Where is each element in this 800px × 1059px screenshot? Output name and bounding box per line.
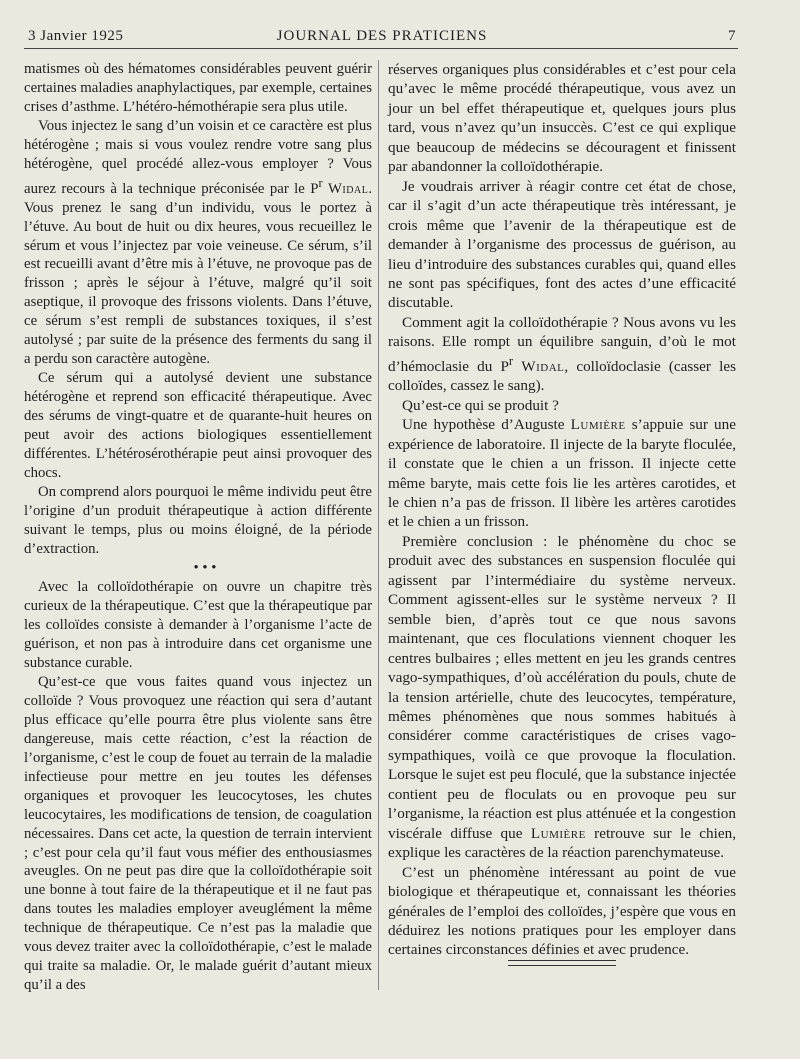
issue-date: 3 Janvier 1925: [28, 28, 124, 44]
left-column: [24, 60, 372, 995]
page-number: 7: [728, 28, 736, 44]
paragraph: On comprend alors pourquoi le même individu peut être l’origine d’un produit thérapeutique à action différente suivant le temps, plus ou moins éloigné, de la période d’extraction.: [24, 483, 372, 557]
author-name: Lumière: [530, 824, 586, 842]
paragraph: Qu’est-ce qui se produit ?: [402, 396, 559, 414]
journal-title: JOURNAL DES PRATICIENS: [276, 28, 488, 44]
right-column: [388, 60, 736, 960]
article-end-rule: [508, 960, 616, 966]
author-name: Widal: [327, 180, 369, 197]
paragraph: Première conclusion : le phénomène du choc se produit avec des substances en suspension floculée qui agissent par l’intermédiaire du système nerveux. Comment agissent-elles sur le système nerveux ? Il semble bien, d’après tout ce que nous savons maintenant, que ces floculations viennent choquer les centres bulbaires ; elles mettent en jeu les grands centres vago-sympathiques, d’où accélération du pouls, chute de la tension artérielle, chute des leucocytes, température, mêmes phénomènes que nous sommes habitués à considérer comme caractéristiques de crises vago-sympathiques, voilà ce que provoque la floculation. Lorsque le sujet est peu floculé, que la substance injectée contient peu de floculats ou en provoque peu sur l’organisme, la réaction est plus atténuée et la congestion viscérale diffuse que Lumière retrouve sur le chien, explique les caractères de la réaction parenchymateuse.: [388, 532, 736, 862]
paragraph: Ce sérum qui a autolysé devient une substance hétérogène et reprend son efficacité thérapeutique. Avec des sérums de vingt-quatre et de quarante-huit heures on peut avoir des actions biologiques essentiellement différentes. L’hétérosérothérapie peut ainsi provoquer des chocs.: [24, 370, 372, 481]
paragraph: Vous injectez le sang d’un voisin et ce caractère est plus hétérogène ; mais si vous voulez rendre votre sang plus hétérogène, quel procédé allez-vous employer ? Vous aurez recours à la technique préconisée par le $P^r$ Widal. Vous prenez le sang d’un individu, vous le portez à l’étuve. Au bout de huit ou dix heures, vous recueillez le sérum et vous l’injectez par voie veineuse. Ce sérum, s’il est recueilli avant d’être mis à l’étuve, ne provoque pas de frisson ; après le séjour à l’étuve, malgré qu’il soit aseptique, il provoque des frissons violents. Dans l’étuve, ce sérum s’est rempli de substances toxiques, il s’est autolysé ; par suite de la présence des ferments du sang il a perdu son caractère autogène.: [24, 117, 373, 368]
paragraph: Qu’est-ce que vous faites quand vous injectez un colloïde ? Vous provoquez une réaction qui sera d’autant plus efficace qu’elle pourra être plus violente sans être dangereuse, mais cette réaction, c’est la réaction de l’organisme, c’est le coup de fouet au terrain de la maladie infectieuse pour mettre en jeu toutes les défenses organiques et provoquer les leucocytoses, les chutes leucocytaires, les modifications de tension, de coagulation nécessaires. Dans cet acte, la question de terrain intervient ; c’est pour cela qu’il faut vous méfier des enthousiasmes aveugles. On ne peut pas dire que la colloïdothérapie soit une bonne à tout faire de la thérapeutique et il ne faut pas dans toutes les maladies employer aveuglément la même technique de thérapeutique. Ce n’est pas la maladie que vous devez traiter avec la colloïdothérapie, c’est le malade qui traite sa maladie. Or, le malade guérit d’autant mieux qu’il a des: [24, 673, 372, 994]
superscript: r: [508, 353, 514, 368]
paragraph: Avec la colloïdothérapie on ouvre un chapitre très curieux de la thérapeutique. C’est que la thérapeutique par les colloïdes consiste à demander à l’organisme l’acte de guérison, et non pas à introduire dans cet organisme une substance curable.: [24, 579, 372, 671]
paragraph: Je voudrais arriver à réagir contre cet état de chose, car il s’agit d’un acte thérapeutique très intéressant, je crois même que l’avenir de la thérapeutique est de demander à l’organisme des processus de guérison, au lieu d’introduire des substances curables qui, quand elles ne sont pas spécifiques, font des actes d’une efficacité discutable.: [388, 177, 736, 312]
section-separator: • • •: [193, 559, 217, 576]
header-rule: [24, 48, 738, 49]
paragraph: réserves organiques plus considérables et c’est pour cela qu’avec le même procédé thérapeutique, vous avez un jour un bel effet thérapeutique et, quelques jours plus tard, vous n’avez qu’un insuccès. C’est ce qui explique que beaucoup de médecins se découragent et finissent par abandonner la colloïdothérapie.: [388, 61, 736, 176]
paragraph: Comment agit la colloïdothérapie ? Nous avons vu les raisons. Elle rompt un équilibre sanguin, d’où le mot d’hémoclasie du $P^r$ Widal, colloïdoclasie (casser les colloïdes, cassez le sang).: [388, 313, 737, 395]
author-name: Lumière: [570, 416, 626, 434]
column-divider: [378, 60, 379, 990]
paragraph: matismes où des hématomes considérables peuvent guérir certaines maladies anaphylactiques, par exemple, certaines crises d’asthme. L’hétéro-hémothérapie sera plus utile.: [24, 61, 372, 115]
superscript: r: [318, 175, 323, 190]
author-name: Widal: [521, 357, 565, 375]
paragraph: C’est un phénomène intéressant au point de vue biologique et thérapeutique et, connaissant les théories générales de l’emploi des colloïdes, j’espère que vous en déduirez les notions pratiques pour les employer dans certaines circonstances définies et avec prudence.: [388, 863, 736, 959]
page-header: [28, 28, 736, 48]
paragraph: Une hypothèse d’Auguste Lumière s’appuie sur une expérience de laboratoire. Il injecte de la baryte floculée, il constate que le chien a un frisson. Il injecte cette même baryte, mais cette fois lie les artères carotides, et le chien n’a pas de frisson. Il libère les artères carotides et le chien a un frisson.: [388, 416, 736, 531]
